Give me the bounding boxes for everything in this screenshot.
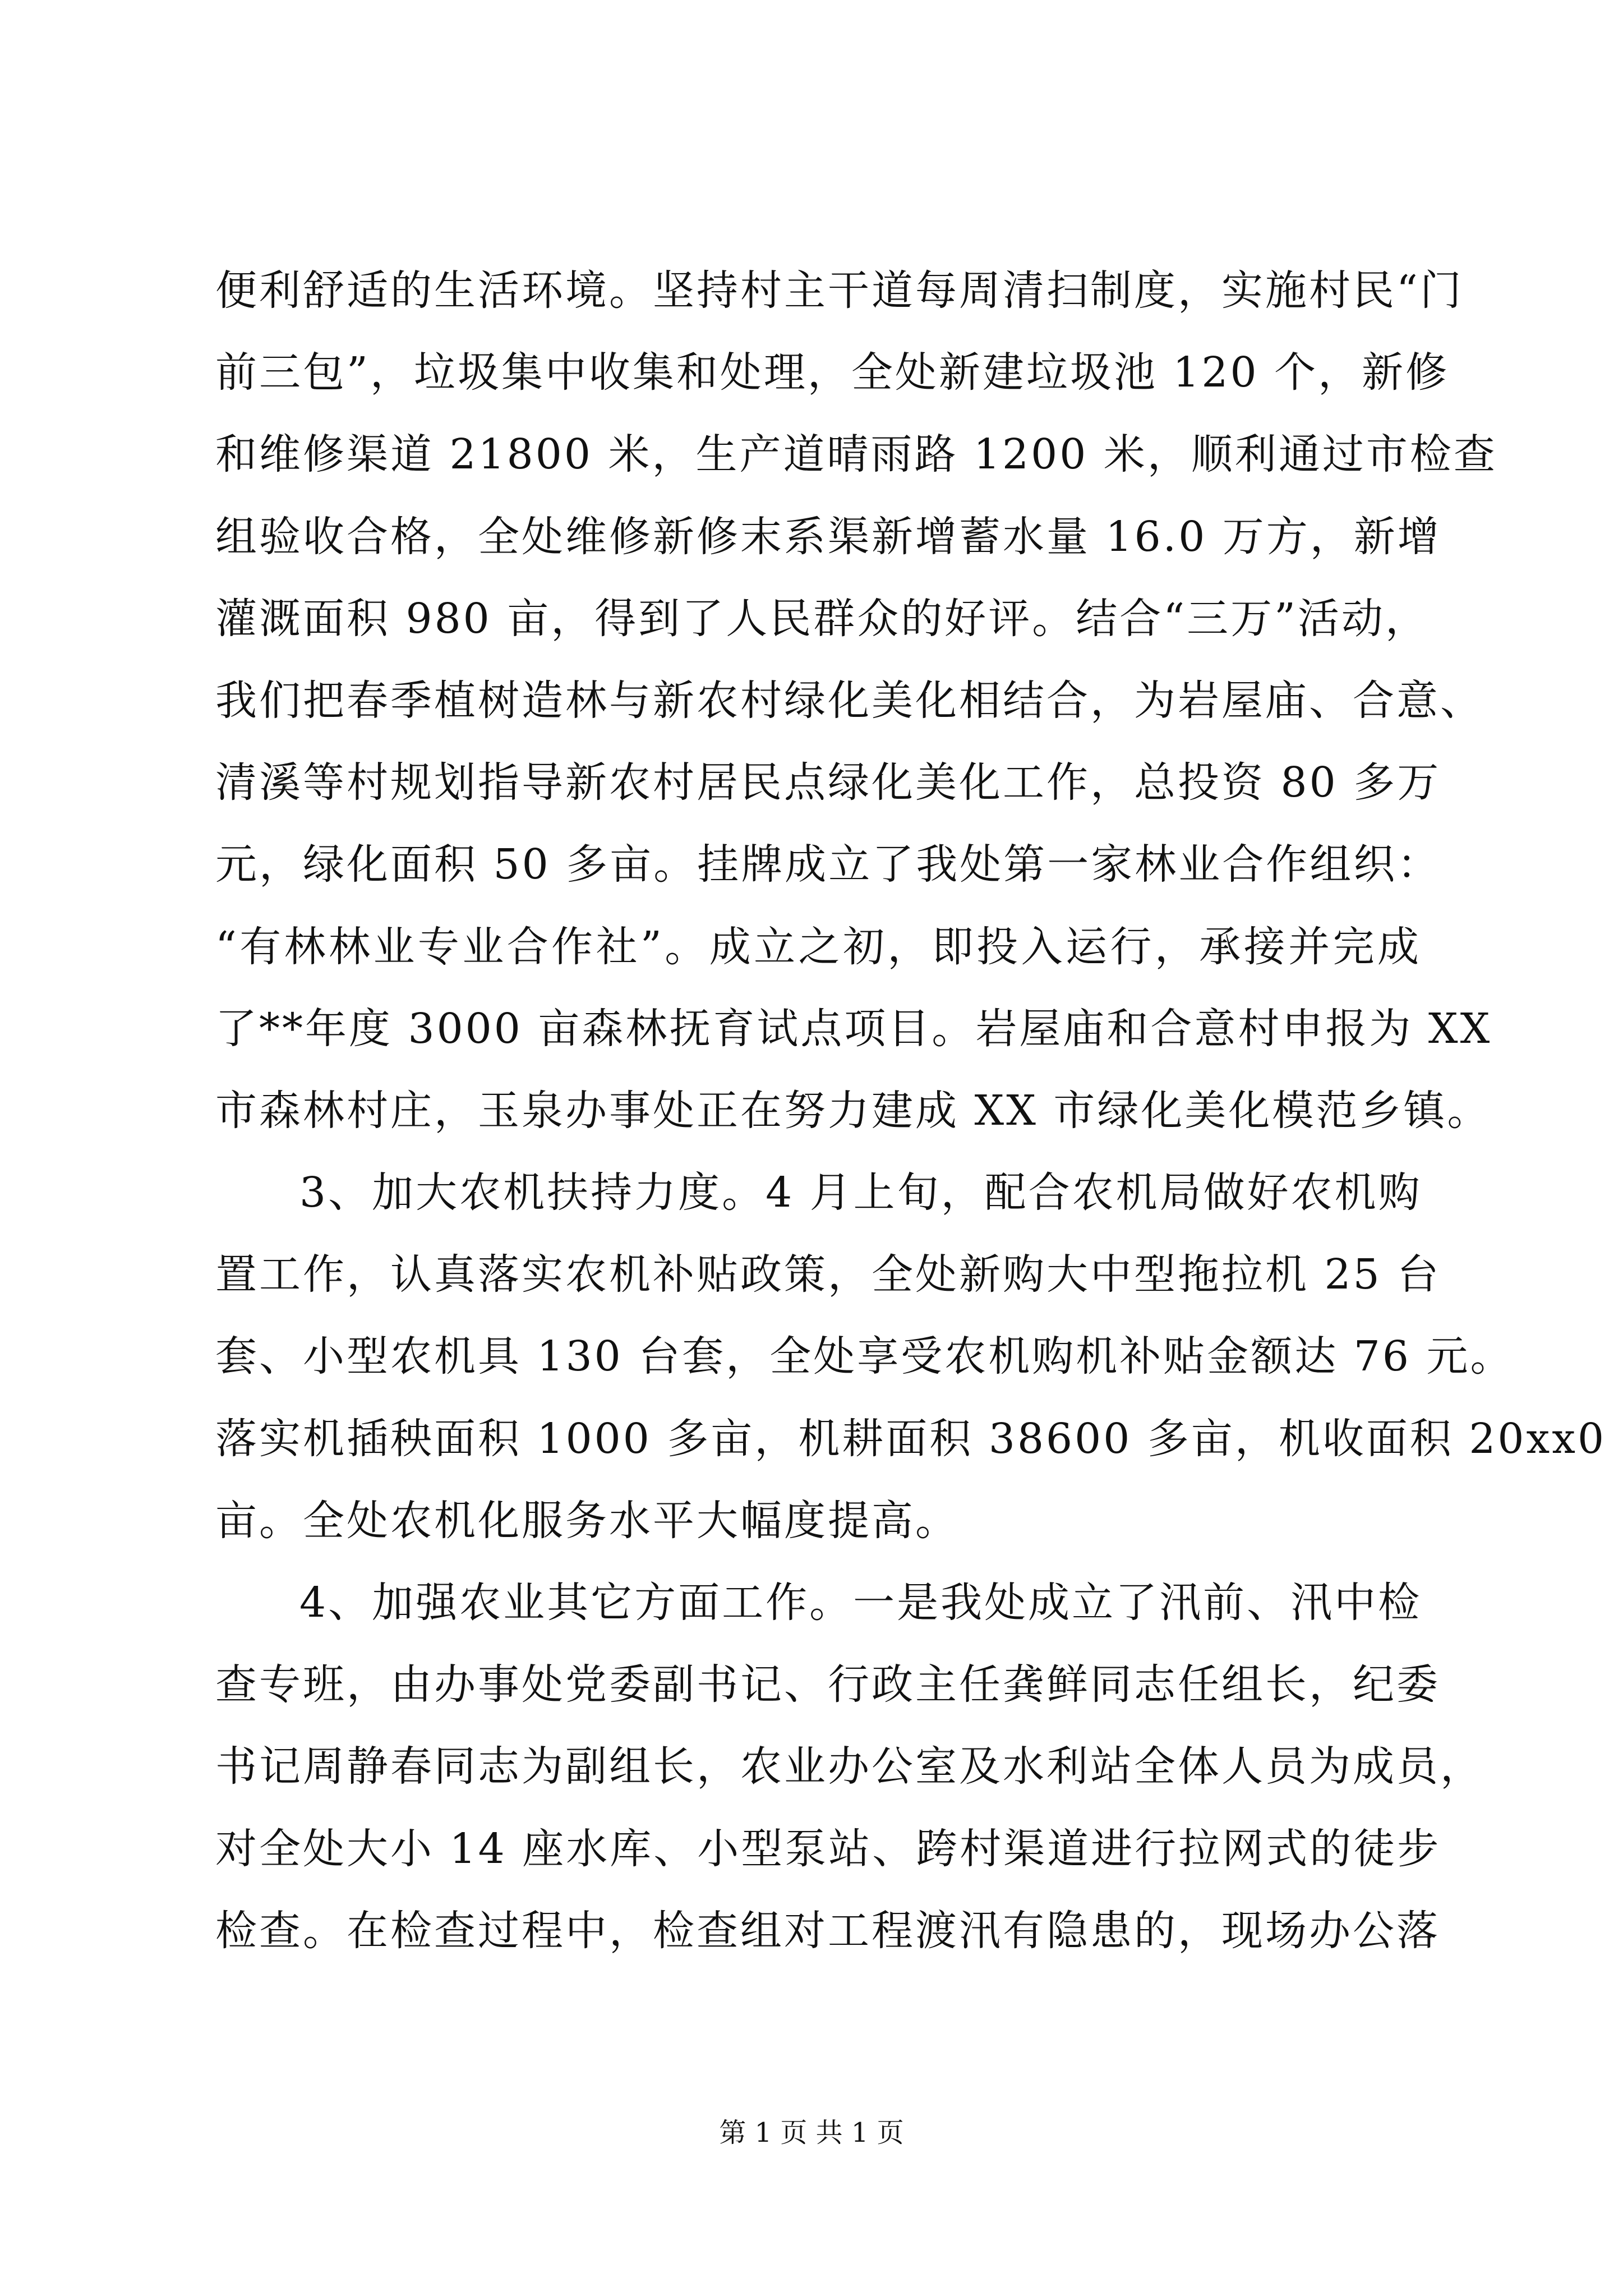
text-line: 清溪等村规划指导新农村居民点绿化美化工作，总投资 80 多万	[215, 758, 1441, 807]
text-line: 灌溉面积 980 亩，得到了人民群众的好评。结合“三万”活动，	[215, 594, 1429, 643]
text-line: 检查。在检查过程中，检查组对工程渡汛有隐患的，现场办公落	[215, 1906, 1440, 1955]
text-line: 市森林村庄，玉泉办事处正在努力建成 XX 市绿化美化模范乡镇。	[215, 1086, 1491, 1135]
text-line: 落实机插秧面积 1000 多亩，机耕面积 38600 多亩，机收面积 20xx0	[215, 1414, 1607, 1463]
text-line: 和维修渠道 21800 米，生产道晴雨路 1200 米，顺利通过市检查	[215, 430, 1497, 479]
text-line: “有林林业专业合作社”。成立之初，即投入运行，承接并完成	[215, 922, 1421, 971]
text-line: 亩。全处农机化服务水平大幅度提高。	[215, 1496, 959, 1545]
text-line: 我们把春季植树造林与新农村绿化美化相结合，为岩屋庙、合意、	[215, 676, 1484, 725]
text-line: 对全处大小 14 座水库、小型泵站、跨村渠道进行拉网式的徒步	[215, 1824, 1441, 1873]
text-line: 前三包”，垃圾集中收集和处理，全处新建垃圾池 120 个，新修	[215, 348, 1450, 397]
text-line: 了**年度 3000 亩森林抚育试点项目。岩屋庙和合意村申报为 XX	[215, 1004, 1492, 1053]
text-line: 元，绿化面积 50 多亩。挂牌成立了我处第一家林业合作组织：	[215, 840, 1441, 889]
page-footer	[0, 2116, 1623, 2150]
text-line: 便利舒适的生活环境。坚持村主干道每周清扫制度，实施村民“门	[215, 266, 1464, 315]
document-body	[215, 250, 1607, 1972]
text-line: 置工作，认真落实农机补贴政策，全处新购大中型拖拉机 25 台	[215, 1250, 1441, 1299]
text-line: 书记周静春同志为副组长，农业办公室及水利站全体人员为成员，	[215, 1742, 1484, 1791]
text-line: 组验收合格，全处维修新修末系渠新增蓄水量 16.0 万方，新增	[215, 512, 1441, 561]
text-line: 查专班，由办事处党委副书记、行政主任龚鲜同志任组长，纪委	[215, 1660, 1440, 1709]
text-line: 套、小型农机具 130 台套，全处享受农机购机补贴金额达 76 元。	[215, 1332, 1514, 1381]
paragraph-start-line: 4、加强农业其它方面工作。一是我处成立了汛前、汛中检	[299, 1579, 1422, 1627]
page-number-label: 第 1 页 共 1 页	[719, 2117, 904, 2148]
paragraph-start-line: 3、加大农机扶持力度。4 月上旬，配合农机局做好农机购	[299, 1168, 1422, 1217]
